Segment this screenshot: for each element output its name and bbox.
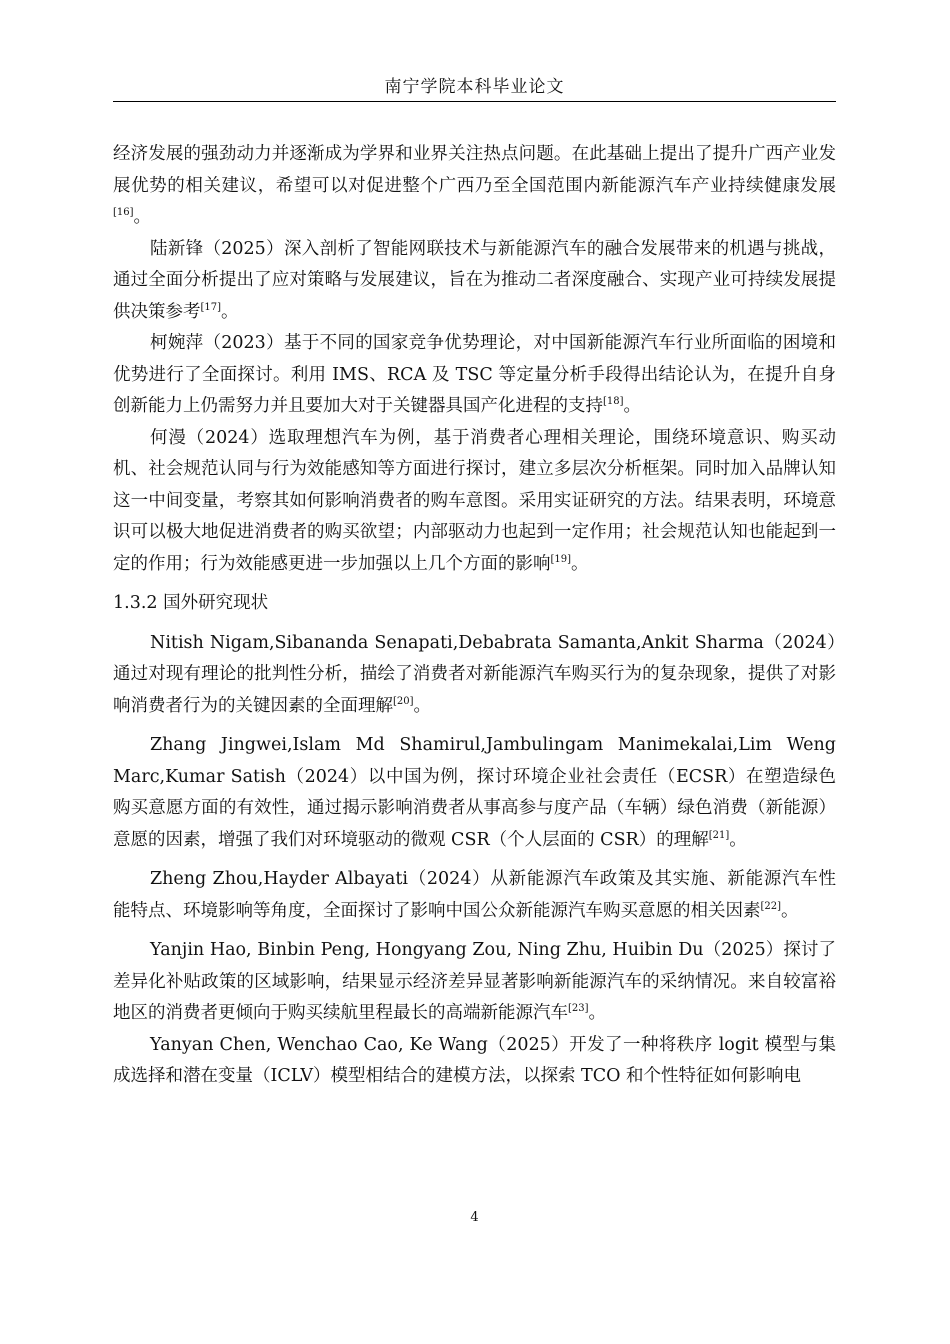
paragraph-yanjin-hao: Yanjin Hao, Binbin Peng, Hongyang Zou, Ning Zhu, Huibin Du（2025）探讨了差异化补贴政策的区域影响，结果显示经济差异显著影响新能源汽车的采纳情况。来自较富裕地区的消费者更倾向于购买续航里程最长的高端新能源汽车[23]。 [113, 940, 836, 1023]
page-header-title: 南宁学院本科毕业论文 [384, 77, 565, 97]
paragraph-continuation: 经济发展的强劲动力并逐渐成为学界和业界关注热点问题。在此基础上提出了提升广西产业发展优势的相关建议，希望可以对促进整个广西乃至全国范围内新能源汽车产业持续健康发展[16]。 [113, 144, 836, 227]
paragraph-nigam: Nitish Nigam,Sibananda Senapati,Debabrata Samanta,Ankit Sharma（2024）通过对现有理论的批判性分析，描绘了消费者对新能源汽车购买行为的复杂现象，提供了对影响消费者行为的关键因素的全面理解[20]。 [113, 632, 836, 716]
citation-ref: [16] [113, 207, 134, 218]
citation-ref: [22] [760, 900, 782, 912]
citation-ref: [21] [708, 829, 730, 841]
citation-ref: [19] [550, 553, 572, 565]
section-heading: 1.3.2 国外研究现状 [113, 593, 269, 613]
paragraph-zheng-zhou: Zheng Zhou,Hayder Albayati（2024）从新能源汽车政策及其实施、新能源汽车性能特点、环境影响等角度，全面探讨了影响中国公众新能源汽车购买意愿的相关因素[22]。 [113, 869, 836, 921]
paragraph-lu-xinfeng: 陆新锋（2025）深入剖析了智能网联技术与新能源汽车的融合发展带来的机遇与挑战，通过全面分析提出了应对策略与发展建议，旨在为推动二者深度融合、实现产业可持续发展提供决策参考[17]。 [113, 238, 836, 322]
citation-ref: [17] [200, 301, 222, 313]
citation-ref: [20] [393, 695, 414, 707]
citation-ref: [18] [603, 396, 624, 407]
citation-ref: [23] [568, 1003, 589, 1014]
paragraph-zhang-jingwei: Zhang Jingwei,Islam Md Shamirul,Jambulingam Manimekalai,Lim Weng Marc,Kumar Satish（2024）以中国为例，探讨环境企业社会责任（ECSR）在塑造绿色购买意愿方面的有效性，通过揭示影响消费者从事高参与度产品（车辆）绿色消费（新能源）意愿的因素，增强了我们对环境驱动的微观 CSR（个人层面的 CSR）的理解[21]。 [113, 735, 836, 850]
header-divider [113, 101, 836, 102]
page-body [113, 139, 836, 1093]
page-number: 4 [470, 1210, 479, 1225]
paragraph-ke-wanping: 柯婉萍（2023）基于不同的国家竞争优势理论，对中国新能源汽车行业所面临的困境和优势进行了全面探讨。利用 IMS、RCA 及 TSC 等定量分析手段得出结论认为，在提升自身创新能力上仍需努力并且要加大对于关键器具国产化进程的支持[18]。 [113, 333, 836, 416]
paragraph-he-man: 何漫（2024）选取理想汽车为例，基于消费者心理相关理论，围绕环境意识、购买动机、社会规范认同与行为效能感知等方面进行探讨，建立多层次分析框架。同时加入品牌认知这一中间变量，考察其如何影响消费者的购车意图。采用实证研究的方法。结果表明，环境意识可以极大地促进消费者的购买欲望；内部驱动力也起到一定作用；社会规范认知也能起到一定的作用；行为效能感更进一步加强以上几个方面的影响[19]。 [113, 427, 836, 574]
paragraph-yanyan-chen: Yanyan Chen, Wenchao Cao, Ke Wang（2025）开发了一种将秩序 logit 模型与集成选择和潜在变量（ICLV）模型相结合的建模方法，以探索 TCO 和个性特征如何影响电 [113, 1034, 836, 1086]
